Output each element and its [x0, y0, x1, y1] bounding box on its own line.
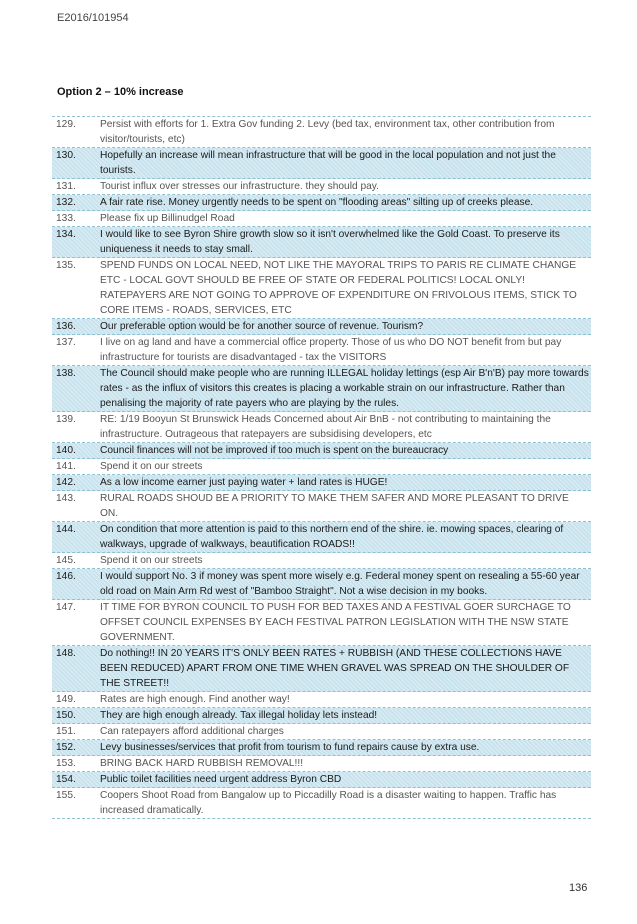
- table-row: [52, 179, 591, 195]
- row-comment: Coopers Shoot Road from Bangalow up to Piccadilly Road is a disaster waiting to happen. Traffic has increased dramatically.: [100, 790, 557, 816]
- row-number: 151.: [56, 726, 76, 737]
- row-number: 135.: [56, 260, 76, 271]
- row-comment: Spend it on our streets: [100, 555, 203, 566]
- document-reference: E2016/101954: [57, 12, 129, 24]
- row-number: 142.: [56, 477, 76, 488]
- row-comment: Please fix up Billinudgel Road: [100, 213, 235, 224]
- table-row: [52, 258, 591, 319]
- row-comment: RE: 1/19 Booyun St Brunswick Heads Concerned about Air BnB - not contributing to maintaining the infrastructure. Outrageous that ratepayers are subsidising developers, etc: [100, 414, 551, 440]
- table-row: [52, 412, 591, 443]
- row-number: 146.: [56, 571, 76, 582]
- table-row: [52, 195, 591, 211]
- table-row: [52, 459, 591, 475]
- row-number: 152.: [56, 742, 76, 753]
- row-number: 136.: [56, 321, 76, 332]
- row-comment: Our preferable option would be for another source of revenue. Tourism?: [100, 321, 424, 332]
- row-number: 131.: [56, 181, 76, 192]
- row-number: 154.: [56, 774, 76, 785]
- table-row: [52, 522, 591, 553]
- table-row: [52, 319, 591, 335]
- table-row: [52, 600, 591, 646]
- table-row: [52, 211, 591, 227]
- row-number: 137.: [56, 337, 76, 348]
- table-row: [52, 724, 591, 740]
- row-comment: IT TIME FOR BYRON COUNCIL TO PUSH FOR BED TAXES AND A FESTIVAL GOER SURCHAGE TO OFFSET COUNCIL EXPENSES BY EACH FESTIVAL PATRON LEGISLATION WITH THE NSW STATE GOVERNMENT.: [100, 602, 571, 643]
- table-row: [52, 491, 591, 522]
- table-row: [52, 788, 591, 819]
- row-number: 149.: [56, 694, 76, 705]
- section-heading: Option 2 – 10% increase: [57, 86, 184, 98]
- table-row: [52, 475, 591, 491]
- table-row: [52, 335, 591, 366]
- row-number: 138.: [56, 368, 76, 379]
- row-comment: A fair rate rise. Money urgently needs to be spent on "flooding areas" silting up of creeks please.: [100, 197, 534, 208]
- row-comment: Can ratepayers afford additional charges: [100, 726, 284, 737]
- row-number: 134.: [56, 229, 76, 240]
- row-comment: As a low income earner just paying water + land rates is HUGE!: [100, 477, 388, 488]
- table-row: [52, 692, 591, 708]
- row-comment: Hopefully an increase will mean infrastructure that will be good in the local population and not just the tourists.: [100, 150, 556, 176]
- comments-table: [52, 116, 591, 819]
- row-number: 141.: [56, 461, 76, 472]
- row-comment: Spend it on our streets: [100, 461, 203, 472]
- table-row: [52, 569, 591, 600]
- row-number: 147.: [56, 602, 76, 613]
- table-row: [52, 740, 591, 756]
- row-comment: Rates are high enough. Find another way!: [100, 694, 290, 705]
- row-number: 130.: [56, 150, 76, 161]
- row-number: 148.: [56, 648, 76, 659]
- row-number: 145.: [56, 555, 76, 566]
- table-row: [52, 148, 591, 179]
- row-comment: I live on ag land and have a commercial office property. Those of us who DO NOT benefit from but pay infrastructure for tourists are disadvantaged - tax the VISITORS: [100, 337, 562, 363]
- table-row: [52, 708, 591, 724]
- row-number: 140.: [56, 445, 76, 456]
- row-comment: Levy businesses/services that profit from tourism to fund repairs cause by extra use.: [100, 742, 480, 753]
- row-comment: BRING BACK HARD RUBBISH REMOVAL!!!: [100, 758, 304, 769]
- table-row: [52, 646, 591, 692]
- row-number: 129.: [56, 119, 76, 130]
- table-row: [52, 117, 591, 148]
- row-comment: Council finances will not be improved if too much is spent on the bureaucracy: [100, 445, 449, 456]
- row-comment: Persist with efforts for 1. Extra Gov funding 2. Levy (bed tax, environment tax, other contribution from visitor/tourists, etc): [100, 119, 555, 145]
- row-number: 133.: [56, 213, 76, 224]
- row-comment: RURAL ROADS SHOUD BE A PRIORITY TO MAKE THEM SAFER AND MORE PLEASANT TO DRIVE ON.: [100, 493, 569, 519]
- table-row: [52, 227, 591, 258]
- row-number: 153.: [56, 758, 76, 769]
- table-row: [52, 443, 591, 459]
- table-row: [52, 772, 591, 788]
- row-comment: On condition that more attention is paid to this northern end of the shire. ie. mowing spaces, clearing of walkways, upgrade of walkways, beautification ROADS!!: [100, 524, 564, 550]
- row-number: 139.: [56, 414, 76, 425]
- row-comment: SPEND FUNDS ON LOCAL NEED, NOT LIKE THE MAYORAL TRIPS TO PARIS RE CLIMATE CHANGE ETC - LOCAL GOVT SHOULD BE FREE OF STATE OR FEDERAL POLITICS! LOCAL ONLY! RATEPAYERS ARE NOT GOING TO APPROVE OF EXPENDITURE ON FRIVOLOUS ITEMS, STICK TO CORE ITEMS - ROADS, SERVICES, ETC: [100, 260, 577, 316]
- table-row: [52, 366, 591, 412]
- row-number: 132.: [56, 197, 76, 208]
- row-number: 143.: [56, 493, 76, 504]
- row-comment: The Council should make people who are running ILLEGAL holiday lettings (esp Air B'n'B) pay more towards rates - as the influx of visitors this creates is placing a workable strain on our infrastructure. Rather than penalising the majority of rate payers who are playing by the rules.: [100, 368, 589, 409]
- row-comment: Public toilet facilities need urgent address Byron CBD: [100, 774, 342, 785]
- table-row: [52, 553, 591, 569]
- page-number: 136: [569, 882, 588, 894]
- row-number: 150.: [56, 710, 76, 721]
- row-comment: I would like to see Byron Shire growth slow so it isn't overwhelmed like the Gold Coast. To preserve its uniqueness it needs to stay small.: [100, 229, 560, 255]
- row-number: 144.: [56, 524, 76, 535]
- row-comment: Tourist influx over stresses our infrastructure. they should pay.: [100, 181, 379, 192]
- row-number: 155.: [56, 790, 76, 801]
- table-row: [52, 756, 591, 772]
- row-comment: They are high enough already. Tax illegal holiday lets instead!: [100, 710, 378, 721]
- row-comment: I would support No. 3 if money was spent more wisely e.g. Federal money spent on resealing a 55-60 year old road on Main Arm Rd west of "Bamboo Straight". Not a wise decision in my books.: [100, 571, 580, 597]
- row-comment: Do nothing!! IN 20 YEARS IT'S ONLY BEEN RATES + RUBBISH (AND THESE COLLECTIONS HAVE BEEN REDUCED) APART FROM ONE TIME WHEN GRAVEL WAS SPREAD ON THE SHOULDER OF THE STREET!!: [100, 648, 570, 689]
